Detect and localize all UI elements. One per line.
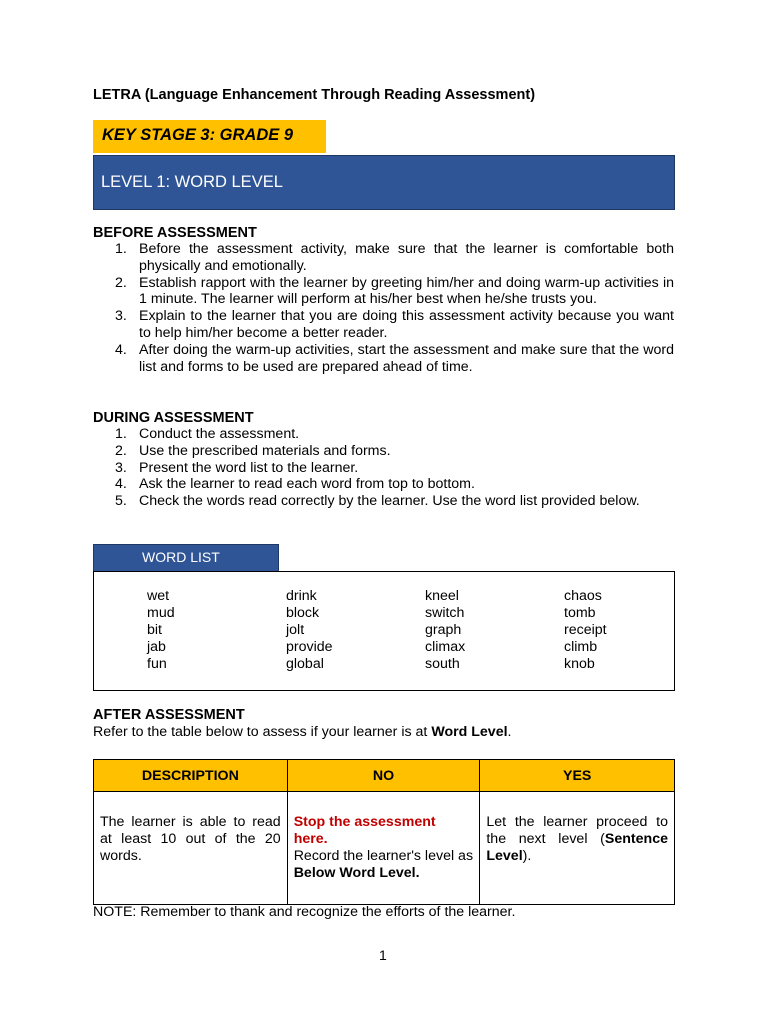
word: chaos	[564, 588, 602, 604]
record-instruction: Record the learner's level as Below Word Level.	[293, 848, 474, 881]
before-heading: BEFORE ASSESSMENT	[93, 225, 257, 241]
during-section	[93, 410, 674, 510]
list-item: 2. Establish rapport with the learner by greeting him/her and doing warm-up activities in 1 minute. The learner will perform at his/her best when he/she trusts you.	[115, 274, 674, 308]
word-column	[147, 588, 175, 673]
word: switch	[425, 605, 465, 621]
word: bit	[147, 622, 162, 638]
stage-badge: KEY STAGE 3: GRADE 9	[93, 120, 326, 153]
list-item: 3. Explain to the learner that you are doing this assessment activity because you want to help him/her become a better reader.	[115, 308, 674, 341]
column-header-no: NO	[287, 760, 480, 792]
word: graph	[425, 622, 462, 638]
yes-cell: Let the learner proceed to the next level (Sentence Level).	[480, 792, 675, 905]
table-row	[94, 792, 675, 905]
word-column	[286, 588, 333, 673]
list-item: 1. Before the assessment activity, make sure that the learner is comfortable both physically and emotionally.	[115, 241, 674, 274]
before-section	[93, 225, 674, 375]
word: drink	[286, 588, 317, 604]
during-steps	[93, 426, 674, 510]
word-list-tab: WORD LIST	[93, 544, 279, 571]
word: knob	[564, 656, 595, 672]
word-list-box	[93, 571, 675, 691]
word: wet	[147, 588, 170, 604]
during-heading: DURING ASSESSMENT	[93, 410, 254, 426]
list-item: 4. Ask the learner to read each word from top to bottom.	[115, 476, 475, 493]
word: kneel	[425, 588, 459, 604]
document-title: LETRA (Language Enhancement Through Reading Assessment)	[93, 87, 536, 103]
description-cell: The learner is able to read at least 10 out of the 20 words.	[94, 792, 288, 905]
list-item: 4. After doing the warm-up activities, start the assessment and make sure that the word list and forms to be used are prepared ahead of time.	[115, 341, 674, 375]
word: tomb	[564, 605, 596, 621]
page-number: 1	[379, 947, 387, 963]
stop-instruction: Stop the assessment here.	[293, 814, 436, 847]
level-banner: LEVEL 1: WORD LEVEL	[93, 155, 675, 210]
no-cell	[287, 792, 480, 905]
word: south	[425, 656, 460, 672]
word: jolt	[286, 622, 305, 638]
word: global	[286, 656, 324, 672]
word: block	[286, 605, 320, 621]
word: climb	[564, 639, 598, 655]
after-heading: AFTER ASSESSMENT	[93, 707, 245, 723]
word: receipt	[564, 622, 607, 638]
after-intro: Refer to the table below to assess if your learner is at Word Level.	[93, 724, 512, 740]
list-item: 3. Present the word list to the learner.	[115, 459, 359, 476]
before-steps	[93, 241, 674, 375]
list-item: 5. Check the words read correctly by the learner. Use the word list provided below.	[115, 493, 640, 510]
column-header-yes: YES	[480, 760, 675, 792]
word-level-emphasis: Word Level	[431, 724, 508, 740]
closing-note: NOTE: Remember to thank and recognize the efforts of the learner.	[93, 904, 516, 920]
word: provide	[286, 639, 333, 655]
assessment-table	[93, 759, 675, 905]
word-column	[564, 588, 607, 673]
table-header-row	[94, 760, 675, 792]
word: climax	[425, 639, 466, 655]
column-header-description: DESCRIPTION	[94, 760, 288, 792]
list-item: 1. Conduct the assessment.	[115, 426, 300, 442]
list-item: 2. Use the prescribed materials and forms.	[115, 442, 391, 459]
word: mud	[147, 605, 175, 621]
word: fun	[147, 656, 167, 672]
word-column	[425, 588, 465, 673]
word: jab	[147, 639, 166, 655]
